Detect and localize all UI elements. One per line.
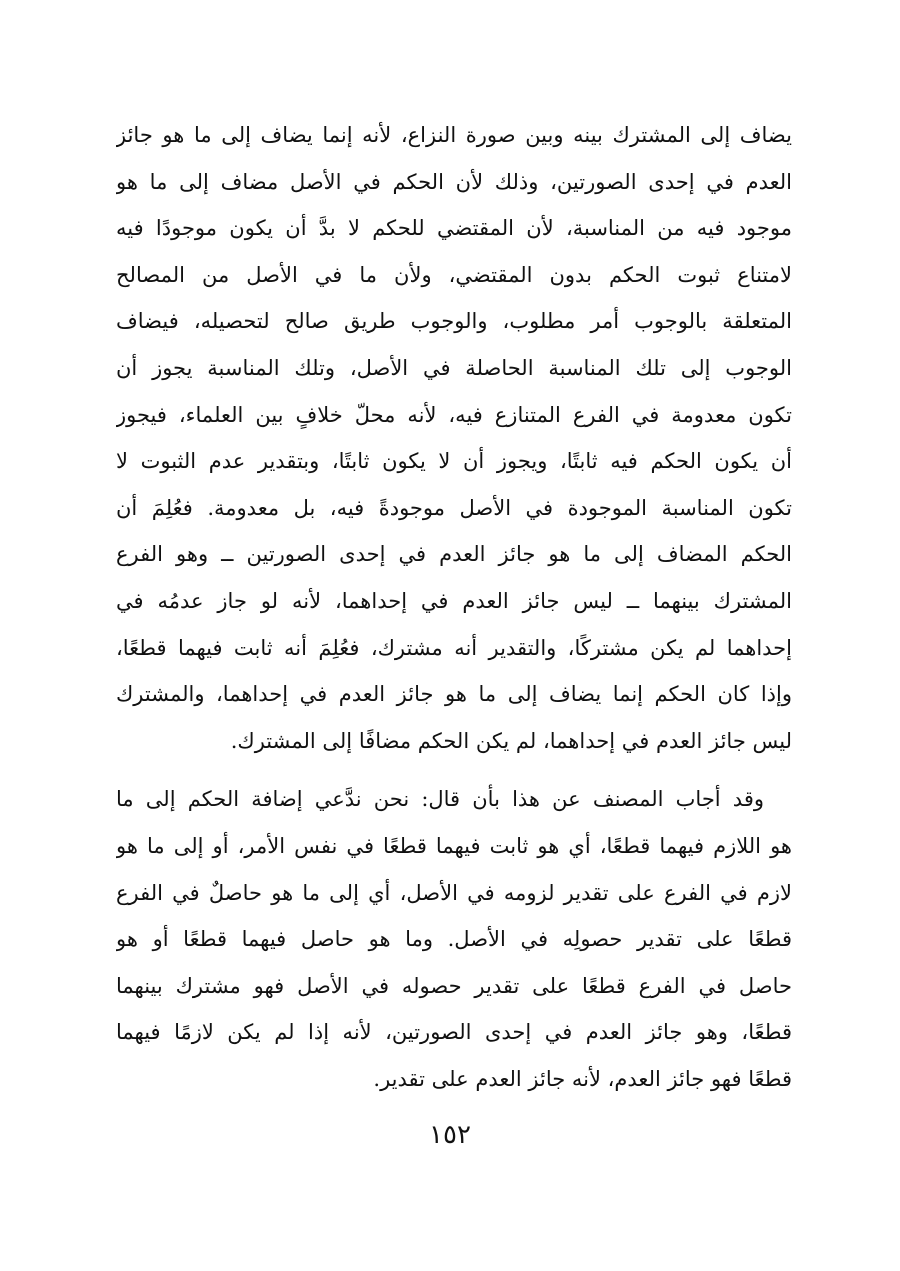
paragraph-2 [116, 776, 792, 1102]
body-text [116, 112, 792, 1102]
text-line: لامتناع ثبوت الحكم بدون المقتضي، ولأن ما في الأصل من المصالح [116, 262, 792, 287]
text-line: العدم في إحدى الصورتين، وذلك لأن الحكم في الأصل مضاف إلى ما هو [116, 169, 792, 194]
text-line: ليس جائز العدم في إحداهما، لم يكن الحكم مضافًا إلى المشترك. [230, 728, 792, 753]
paragraph-1 [116, 112, 792, 764]
text-line: وإذا كان الحكم إنما يضاف إلى ما هو جائز العدم في إحداهما، والمشترك [116, 682, 792, 707]
text-line: موجود فيه من المناسبة، لأن المقتضي للحكم لا بدَّ أن يكون موجودًا فيه [116, 216, 792, 241]
text-line: الوجوب إلى تلك المناسبة الحاصلة في الأصل، وتلك المناسبة يجوز أن [116, 355, 792, 380]
text-line: لازم في الفرع على تقدير لزومه في الأصل، أي إلى ما هو حاصلٌ في الفرع [116, 880, 792, 905]
text-line: حاصل في الفرع قطعًا على تقدير حصوله في الأصل فهو مشترك بينهما [116, 973, 792, 998]
paragraph-spacer [116, 764, 792, 776]
page-number: ١٥٢ [429, 1120, 471, 1150]
text-line: وقد أجاب المصنف عن هذا بأن قال: نحن ندَّعي إضافة الحكم إلى ما [116, 787, 764, 812]
text-line: يضاف إلى المشترك بينه وبين صورة النزاع، لأنه إنما يضاف إلى ما هو جائز [116, 123, 792, 147]
text-line: إحداهما لم يكن مشتركًا، والتقدير أنه مشترك، فعُلِمَ أنه ثابت فيهما قطعًا، [116, 635, 792, 660]
text-line: الحكم المضاف إلى ما هو جائز العدم في إحدى الصورتين ــ وهو الفرع [116, 542, 792, 567]
text-line: أن يكون الحكم فيه ثابتًا، ويجوز أن لا يكون ثابتًا، وبتقدير عدم الثبوت لا [116, 449, 792, 474]
text-line: قطعًا فهو جائز العدم، لأنه جائز العدم على تقدير. [373, 1066, 792, 1091]
text-line: تكون معدومة في الفرع المتنازع فيه، لأنه محلّ خلافٍ بين العلماء، فيجوز [116, 402, 792, 427]
text-line: المتعلقة بالوجوب أمر مطلوب، والوجوب طريق صالح لتحصيله، فيضاف [116, 309, 792, 334]
text-line: قطعًا، وهو جائز العدم في إحدى الصورتين، لأنه إذا لم يكن لازمًا فيهما [116, 1020, 792, 1045]
text-line: هو اللازم فيهما قطعًا، أي هو ثابت فيهما قطعًا في نفس الأمر، أو إلى ما هو [116, 833, 792, 858]
text-line: تكون المناسبة الموجودة في الأصل موجودةً فيه، بل معدومة. فعُلِمَ أن [116, 495, 792, 520]
text-line: قطعًا على تقدير حصولِه في الأصل. وما هو حاصل فيهما قطعًا أو هو [116, 927, 792, 952]
text-line: المشترك بينهما ــ ليس جائز العدم في إحداهما، لأنه لو جاز عدمُه في [116, 588, 792, 613]
